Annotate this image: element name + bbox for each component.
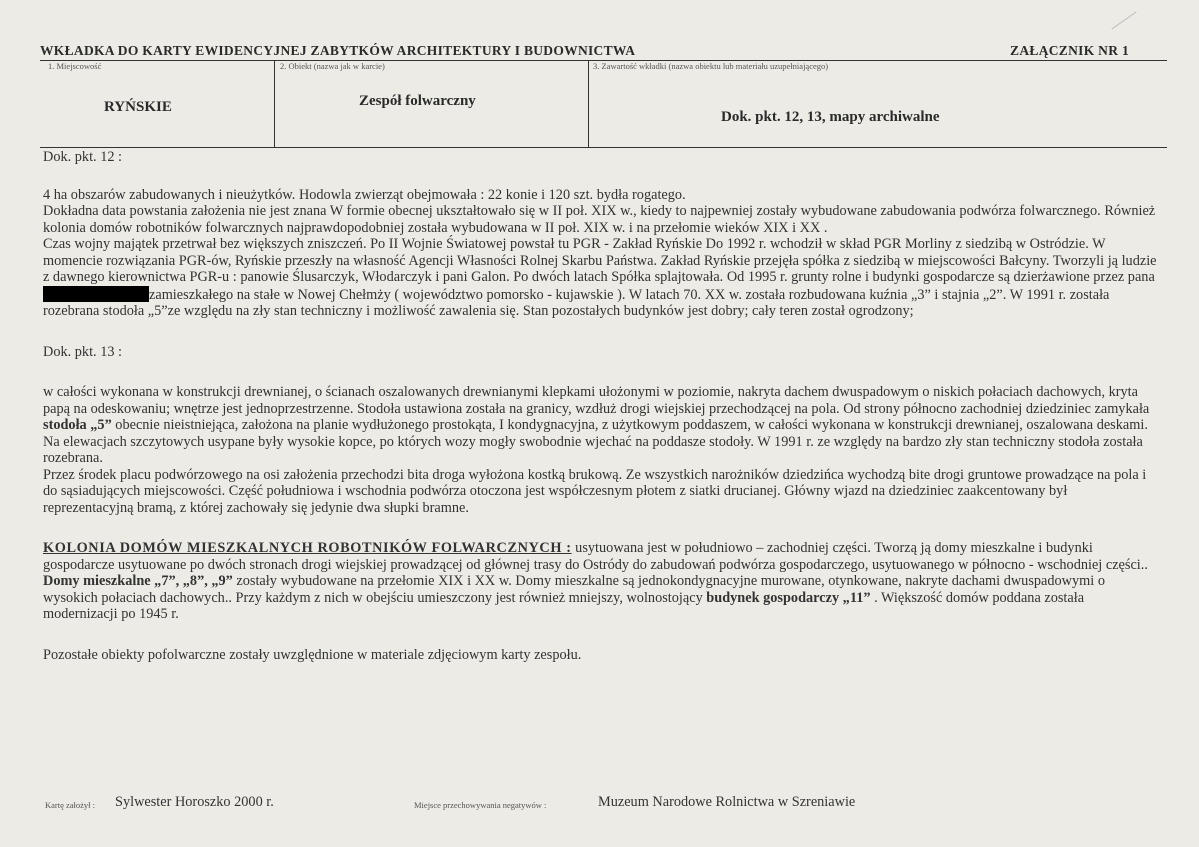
author-label: Kartę założył : <box>45 800 96 810</box>
corner-mark <box>1111 11 1136 29</box>
section-13-paragraph-2: Przez środek placu podwórzowego na osi założenia przechodzi bita droga wyłożona kostką brukową. Ze wszystkich narożników dziedzińca wychodzą bite drogi gruntowe prowadzące na pola i do sąsiadujących miejscowości. Część południowa i wschodnia podwórza otoczona jest współczesnym płotem z siatki drucianej. Główny wjazd na dziedziniec zaakcentowany był reprezentacyjną bramą, z której zachowały się jedynie dwa słupki bramne. <box>43 466 1147 516</box>
form-title: WKŁADKA DO KARTY EWIDENCYJNEJ ZABYTKÓW ARCHITEKTURY I BUDOWNICTWA <box>40 43 636 58</box>
column-divider-1 <box>274 61 275 147</box>
section-12-heading: Dok. pkt. 12 : <box>43 149 123 165</box>
houses-label: Domy mieszkalne „7”, „8”, „9” <box>43 573 233 589</box>
header-rule-bottom <box>40 147 1167 148</box>
redaction-bar <box>43 286 149 302</box>
storage-value: Muzeum Narodowe Rolnictwa w Szreniawie <box>598 794 856 810</box>
locality-label: 1. Miejscowość <box>48 61 102 71</box>
locality-value: RYŃSKIE <box>104 99 172 115</box>
object-label: 2. Obiekt (nazwa jak w karcie) <box>280 61 385 71</box>
section-13-paragraph-1: w całości wykonana w konstrukcji drewnianej, o ścianach oszalowanych drewnianymi klepkami ułożonymi w poziomie, nakryta dachem dwuspadowym o niskich połaciach dachowych, kryta papą na odeskowaniu; wnętrze jest jednoprzestrzenne. Stodoła ustawiona została na granicy, wzdłuż drogi wiejskiej przechodzącej na pola. Od strony północno zachodniej dziedziniec zamykała stodoła „5” obecnie nieistniejąca, założona na planie wydłużonego prostokąta, I kondygnacyjna, z użytkowym poddaszem, w całości wykonana w konstrukcji drewnianej, oszalowana deskami. Na elewacjach szczytowych usypane były wysokie kopce, po których wozy mogły swobodnie wjechać na poddasze stodoły. W 1991 r. ze względy na bardzo zły stan techniczny stodoła została rozebrana. <box>43 384 1150 466</box>
section-12-paragraph-3-part-a: Czas wojny majątek przetrwał bez większych zniszczeń. Po II Wojnie Światowej powstał tu PGR - Zakład Ryńskie Do 1992 r. wchodził w skład PGR Morliny z siedzibą w Ostródzie. W momencie rozwiązania PGR-ów, Ryńskie przeszły na własność Agencji Własności Rolnej Skarbu Państwa. Zakład Ryńskie przejęła spółka z siedzibą w miejscowości Bałcyny. Tworzyli ją ludzie z dawnego kierownictwa PGR-u : panowie Ślusarczyk, Włodarczyk i pani Galon. Po dwóch latach Spółka splajtowała. Od 1995 r. grunty rolne i budynki gospodarcze są dzierżawione przez pana <box>43 236 1157 285</box>
object-value: Zespół folwarczny <box>359 93 476 109</box>
kolonia-paragraph: KOLONIA DOMÓW MIESZKALNYCH ROBOTNIKÓW FOLWARCZNYCH : usytuowana jest w południowo – zachodniej części. Tworzą ją domy mieszkalne i budynki gospodarcze usytuowane po dwóch stronach drogi wiejskiej prowadzącej od głównej trasy do Ostródy do zabudowań podwórza gospodarczego, usytuowanego w północno - wschodniej części.. Domy mieszkalne „7”, „8”, „9” zostały wybudowane na przełomie XIX i XX w. Domy mieszkalne są jednokondygnacyjne murowane, otynkowane, nakryte dachami dwuspadowymi o wysokich połaciach dachowych.. Przy każdym z nich w obejściu umieszczony jest również mniejszy, wolnostojący budynek gospodarczy „11” . Większość domów poddana została modernizacji po 1945 r. <box>43 540 1148 622</box>
annex-number: ZAŁĄCZNIK NR 1 <box>1010 43 1129 58</box>
section-12-paragraph-1: 4 ha obszarów zabudowanych i nieużytków. Hodowla zwierząt obejmowała : 22 konie i 120 szt. bydła rogatego. <box>43 186 686 203</box>
author-value: Sylwester Horoszko 2000 r. <box>115 794 274 810</box>
column-divider-2 <box>588 61 589 147</box>
barn-5-label: stodoła „5” <box>43 417 112 433</box>
section-13-heading: Dok. pkt. 13 : <box>43 343 123 360</box>
section-12-paragraph-2: Dokładna data powstania założenia nie jest znana W formie obecnej ukształtowało się w II poł. XIX w., kiedy to najpewniej zostały wybudowane zabudowania podwórza folwarcznego. Również kolonia domów robotników folwarcznych najprawdopodobniej została wybudowana w II poł. XIX w. i na przełomie wieków XIX i XX . <box>43 203 1156 236</box>
section-12-paragraph-3-part-b: zamieszkałego na stałe w Nowej Chełmży ( województwo pomorsko - kujawskie ). W latach 70. XX w. została rozbudowana kuźnia „3” i stajnia „2”. W 1991 r. została rozebrana stodoła „5”ze względu na zły stan techniczny i możliwość zawalenia się. Stan pozostałych budynków jest dobry; cały teren został ogrodzony; <box>43 286 1110 319</box>
kolonia-heading: KOLONIA DOMÓW MIESZKALNYCH ROBOTNIKÓW FOLWARCZNYCH : <box>43 540 572 556</box>
section-12-paragraph-3 <box>43 236 1158 320</box>
document-body <box>43 149 1158 663</box>
contents-value: Dok. pkt. 12, 13, mapy archiwalne <box>721 109 940 125</box>
contents-label: 3. Zawartość wkładki (nazwa obiektu lub materiału uzupełniającego) <box>593 61 829 71</box>
closing-note: Pozostałe obiekty pofolwarczne zostały uwzględnione w materiale zdjęciowym karty zespołu. <box>43 646 582 663</box>
farm-building-label: budynek gospodarczy „11” <box>706 589 871 606</box>
storage-label: Miejsce przechowywania negatywów : <box>414 800 547 810</box>
